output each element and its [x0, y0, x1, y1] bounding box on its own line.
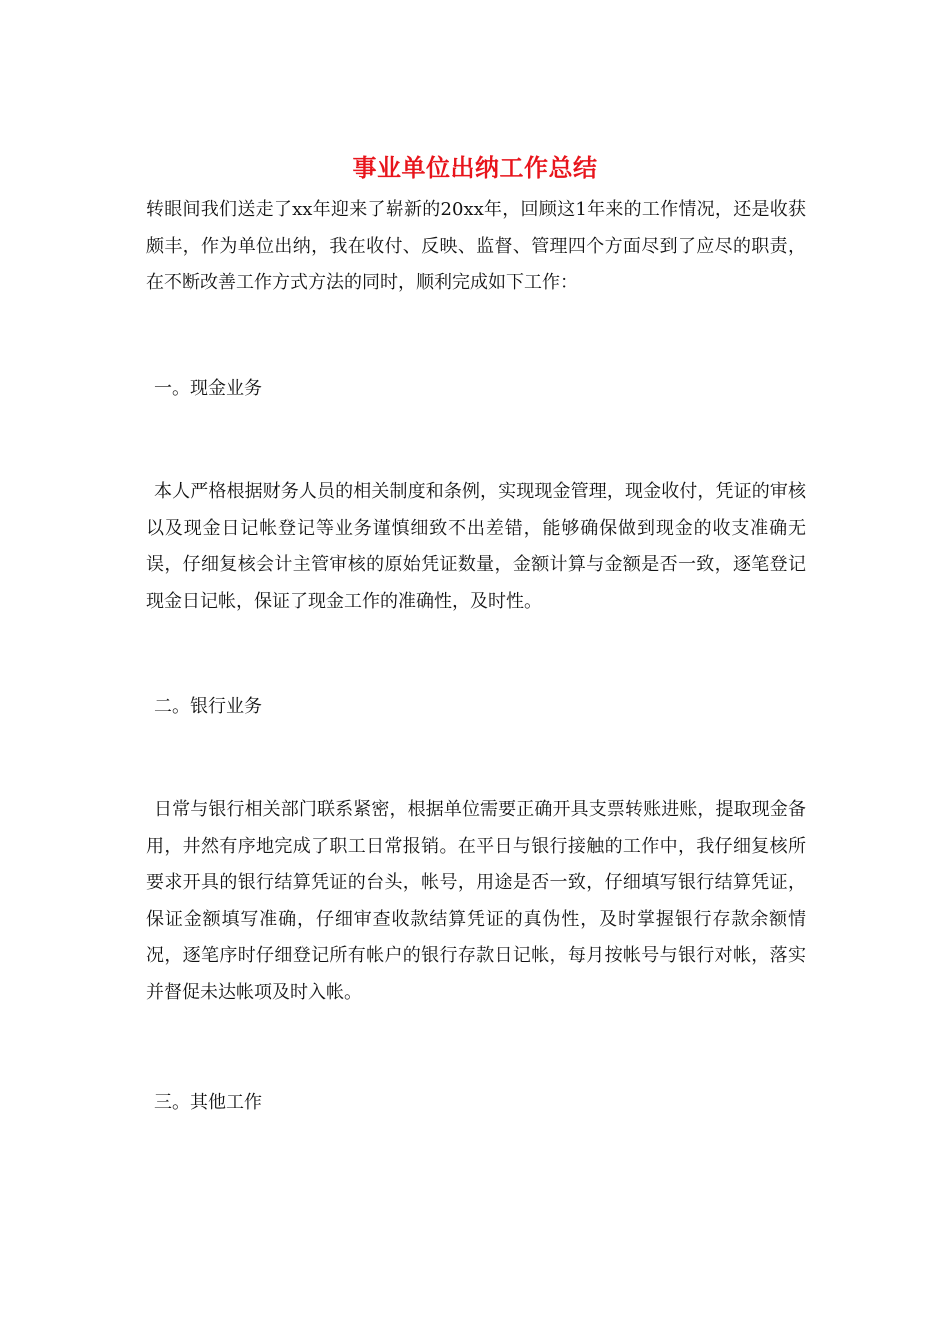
section-body-bank: 日常与银行相关部门联系紧密，根据单位需要正确开具支票转账进账，提取现金备用，井然有序地完成了职工日常报销。在平日与银行接触的工作中，我仔细复核所要求开具的银行结算凭证的台头，帐号，用途是否一致，仔细填写银行结算凭证，保证金额填写准确，仔细审查收款结算凭证的真伪性，及时掌握银行存款余额情况，逐笔序时仔细登记所有帐户的银行存款日记帐，每月按帐号与银行对帐，落实并督促未达帐项及时入帐。 — [146, 799, 806, 1003]
section-heading-other: 三。其他工作 — [154, 1092, 262, 1113]
intro-paragraph: 转眼间我们送走了xx年迎来了崭新的20xx年，回顾这1年来的工作情况，还是收获颇丰，作为单位出纳，我在收付、反映、监督、管理四个方面尽到了应尽的职责，在不断改善工作方式方法的同时，顺利完成如下工作： — [146, 199, 806, 293]
section-body-cash: 本人严格根据财务人员的相关制度和条例，实现现金管理，现金收付，凭证的审核以及现金日记帐登记等业务谨慎细致不出差错，能够确保做到现金的收支准确无误，仔细复核会计主管审核的原始凭证数量，金额计算与金额是否一致，逐笔登记现金日记帐，保证了现金工作的准确性，及时性。 — [146, 481, 806, 612]
document-title: 事业单位出纳工作总结 — [352, 154, 598, 182]
section-heading-cash: 一。现金业务 — [154, 378, 262, 399]
section-heading-bank: 二。银行业务 — [154, 696, 262, 717]
